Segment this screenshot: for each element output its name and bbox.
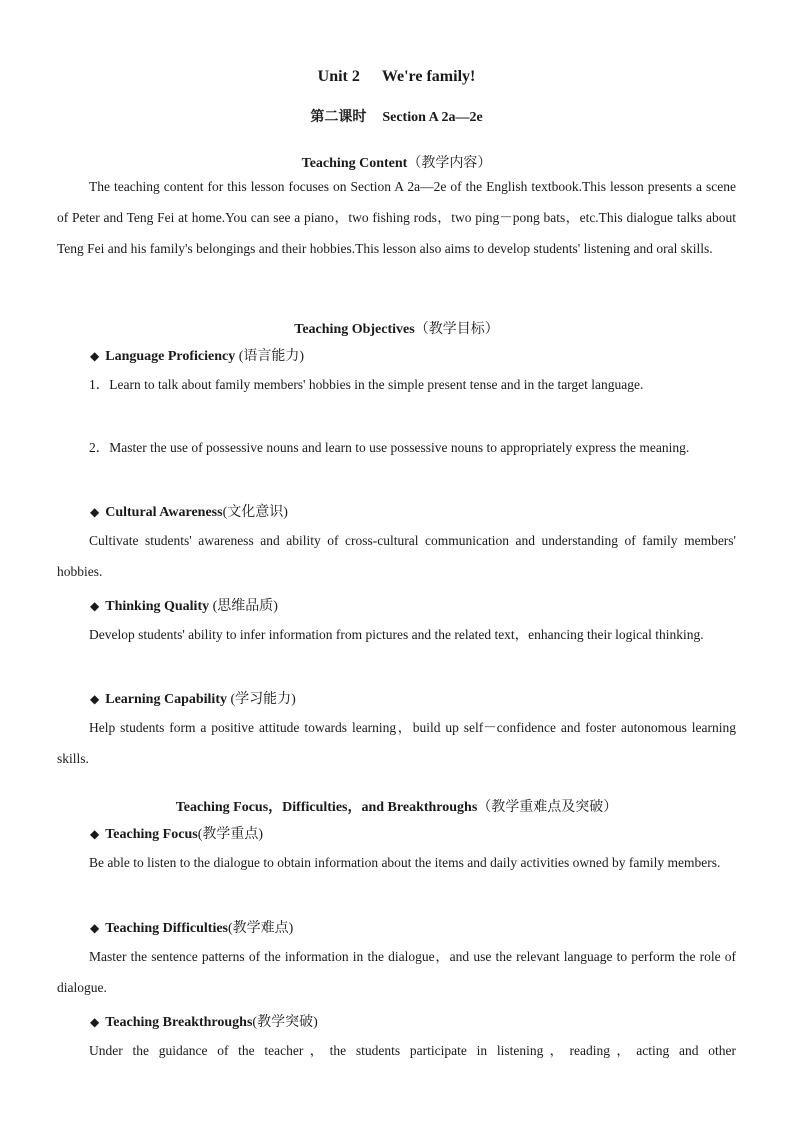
teaching-focus-section-heading: Teaching Focus，Difficulties，and Breakthroughs（教学重难点及突破） [175,800,618,815]
teaching-focus-text: Be able to listen to the dialogue to obtain information about the items and daily activities owned by family members. [89,855,721,870]
language-objective-1: 1．Learn to talk about family members' hobbies in the simple present tense and in the target language. [89,377,644,392]
diamond-bullet-icon: ◆ [90,505,100,519]
learning-capability-heading: ◆ Learning Capability (学习能力) [90,692,296,707]
teaching-content-text: The teaching content for this lesson focuses on Section A 2a—2e of the English textbook.This lesson presents a scene of Peter and Teng Fei at home.You can see a piano，two fishing rods，two ping－pong bats，etc.This dialogue talks about Teng Fei and his family's belongings and their hobbies.This lesson also aims to develop students' listening and oral skills. [57,179,736,256]
learning-capability-text: Help students form a positive attitude towards learning，build up self－confidence and foster autonomous learning skills. [57,720,736,766]
teaching-focus-heading: ◆ Teaching Focus(教学重点) [90,827,264,842]
diamond-bullet-icon: ◆ [90,827,100,841]
teaching-difficulties-heading: ◆ Teaching Difficulties(教学难点) [90,921,294,936]
page-title [57,68,736,86]
teaching-objectives-heading: Teaching Objectives（教学目标） [294,322,499,337]
diamond-bullet-icon: ◆ [90,921,100,935]
diamond-bullet-icon: ◆ [90,599,100,613]
teaching-breakthroughs-heading: ◆ Teaching Breakthroughs(教学突破) [90,1015,318,1030]
lesson-number: 第二课时 [310,110,367,125]
unit-name: We're family! [381,68,476,85]
cultural-awareness-heading: ◆ Cultural Awareness(文化意识) [90,505,288,520]
thinking-quality-heading: ◆ Thinking Quality (思维品质) [90,599,278,614]
thinking-quality-text: Develop students' ability to infer information from pictures and the related text，enhancing their logical thinking. [89,627,704,642]
lesson-subtitle [57,106,736,126]
section-range: Section A 2a—2e [382,110,483,125]
diamond-bullet-icon: ◆ [90,692,100,706]
diamond-bullet-icon: ◆ [90,1015,100,1029]
language-proficiency-heading: ◆ Language Proficiency (语言能力) [90,349,305,364]
diamond-bullet-icon: ◆ [90,349,100,363]
teaching-breakthroughs-text: Under the guidance of the teacher，the students participate in listening，reading，acting and other [89,1043,736,1058]
language-objective-2: 2．Master the use of possessive nouns and learn to use possessive nouns to appropriately express the meaning. [89,440,690,455]
cultural-awareness-text: Cultivate students' awareness and ability of cross-cultural communication and understanding of family members' hobbies. [57,533,736,579]
teaching-difficulties-text: Master the sentence patterns of the information in the dialogue，and use the relevant language to perform the role of dialogue. [57,949,736,995]
unit-label: Unit 2 [317,68,360,85]
teaching-content-heading: Teaching Content（教学内容） [301,156,492,171]
